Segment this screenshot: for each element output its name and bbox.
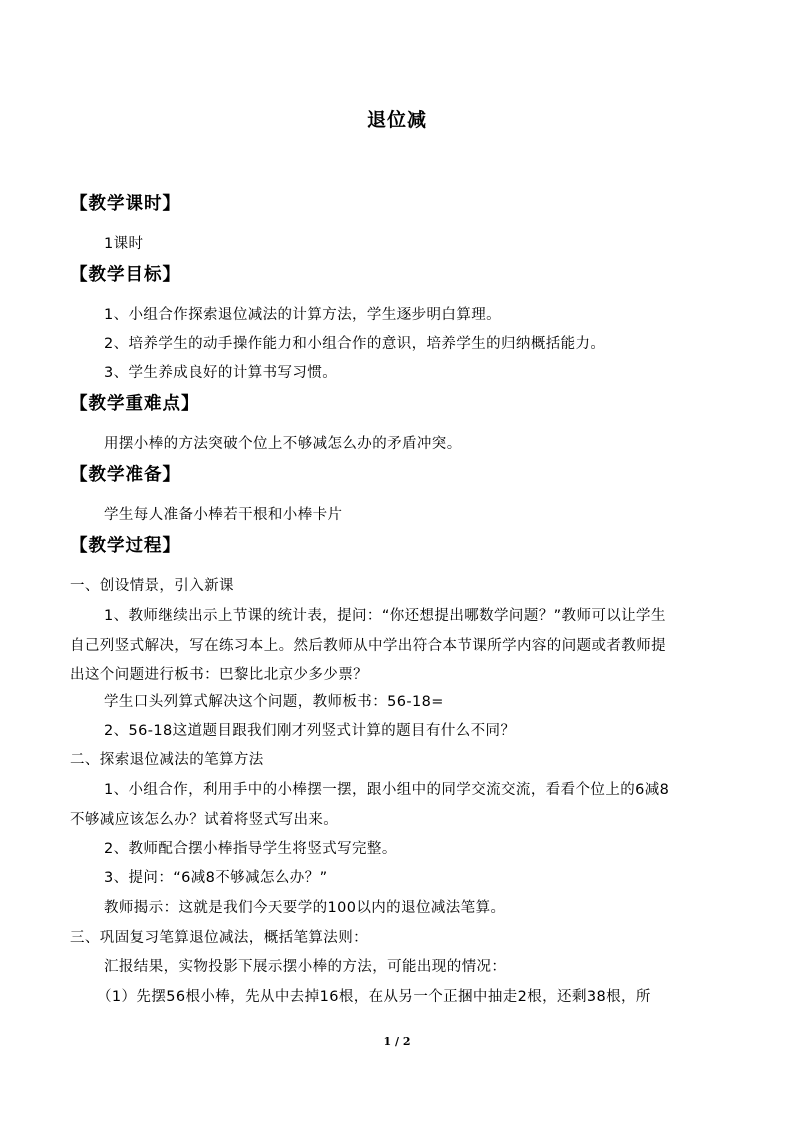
document-title: 退位减	[366, 109, 427, 131]
objective-item: 1、小组合作探索退位减法的计算方法，学生逐步明白算理。	[104, 307, 502, 323]
lesson-time-text: 1课时	[104, 236, 144, 252]
heading-preparation: 【教学准备】	[70, 465, 181, 485]
objective-item: 3、学生养成良好的计算书写习惯。	[104, 365, 338, 381]
process-line: 学生口头列算式解决这个问题，教师板书：56-18=	[104, 694, 444, 710]
heading-process: 【教学过程】	[70, 536, 181, 556]
heading-key-points: 【教学重难点】	[70, 394, 200, 414]
process-line: 1、小组合作，利用手中的小棒摆一摆，跟小组中的同学交流交流，看看个位上的6减8	[104, 782, 670, 798]
process-section-heading: 二、探索退位减法的笔算方法	[70, 752, 264, 768]
process-line: 教师揭示：这就是我们今天要学的100以内的退位减法笔算。	[104, 900, 506, 916]
objective-item: 2、培养学生的动手操作能力和小组合作的意识，培养学生的归纳概括能力。	[104, 336, 606, 352]
process-line: 2、教师配合摆小棒指导学生将竖式写完整。	[104, 841, 397, 857]
process-line: 不够减应该怎么办？试着将竖式写出来。	[70, 812, 339, 828]
process-line: 2、56-18这道题目跟我们刚才列竖式计算的题目有什么不同？	[104, 723, 516, 739]
page-number: 1 / 2	[383, 1035, 411, 1048]
process-section-heading: 一、创设情景，引入新课	[70, 578, 234, 594]
key-points-text: 用摆小棒的方法突破个位上不够减怎么办的矛盾冲突。	[104, 436, 462, 452]
process-line: 3、提问：“6减8不够减怎么办？”	[104, 870, 328, 886]
heading-objectives: 【教学目标】	[70, 265, 181, 285]
process-line: 出这个问题进行板书：巴黎比北京少多少票？	[70, 667, 368, 683]
heading-lesson-time: 【教学课时】	[70, 194, 181, 214]
process-line: 汇报结果，实物投影下展示摆小棒的方法，可能出现的情况：	[104, 959, 507, 975]
process-line: （1）先摆56根小棒，先从中去掉16根，在从另一个正捆中抽走2根，还剩38根，所	[97, 989, 651, 1005]
process-section-heading: 三、巩固复习笔算退位减法，概括笔算法则：	[70, 930, 368, 946]
process-line: 1、教师继续出示上节课的统计表，提问：“你还想提出哪数学问题？”教师可以让学生	[104, 608, 666, 624]
preparation-text: 学生每人准备小棒若干根和小棒卡片	[104, 507, 343, 523]
process-line: 自己列竖式解决，写在练习本上。然后教师从中学出符合本节课所学内容的问题或者教师提	[70, 638, 666, 654]
